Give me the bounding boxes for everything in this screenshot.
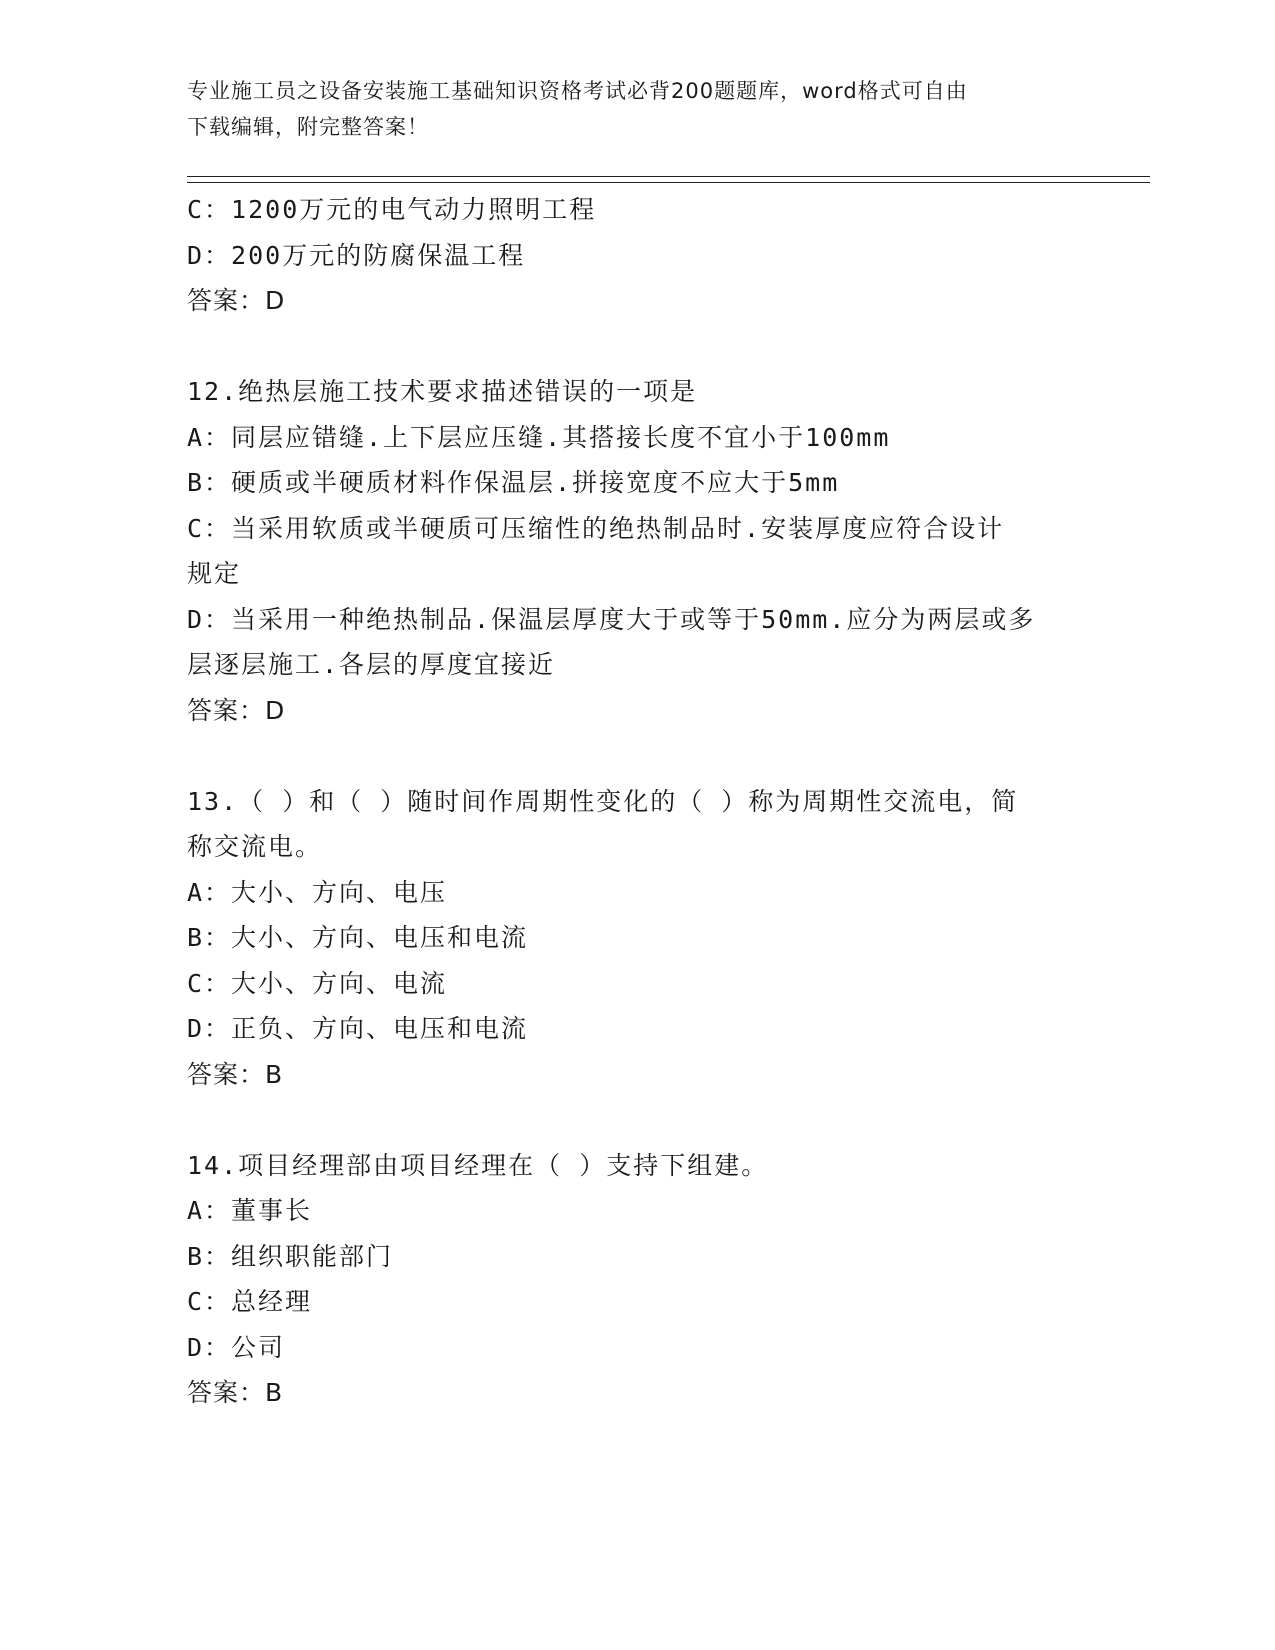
option-b: B：组织职能部门 bbox=[187, 1241, 394, 1271]
option-a: A：同层应错缝.上下层应压缝.其搭接长度不宜小于100mm bbox=[187, 422, 891, 452]
option-c: C：当采用软质或半硬质可压缩性的绝热制品时.安装厚度应符合设计 bbox=[187, 513, 1005, 543]
option-d: D：200万元的防腐保温工程 bbox=[187, 240, 526, 270]
header-line-1: 专业施工员之设备安装施工基础知识资格考试必背200题题库，word格式可自由 bbox=[187, 79, 968, 103]
answer-line: 答案：D bbox=[187, 286, 286, 315]
question-text: 14.项目经理部由项目经理在（ ）支持下组建。 bbox=[187, 1150, 769, 1180]
question-13 bbox=[187, 779, 1087, 1098]
answer-line: 答案：B bbox=[187, 1378, 284, 1407]
option-c: C：总经理 bbox=[187, 1287, 313, 1316]
option-d-continued: 层逐层施工.各层的厚度宜接近 bbox=[187, 650, 556, 679]
question-text-continued: 称交流电。 bbox=[187, 832, 323, 861]
spacer bbox=[187, 733, 1087, 779]
question-content bbox=[187, 187, 1087, 1416]
option-c: C：大小、方向、电流 bbox=[187, 968, 448, 998]
option-b: B：大小、方向、电压和电流 bbox=[187, 923, 529, 952]
spacer bbox=[187, 324, 1087, 370]
question-text: 13.（ ）和（ ）随时间作周期性变化的（ ）称为周期性交流电，简 bbox=[187, 786, 1019, 816]
document-header bbox=[187, 73, 1087, 145]
question-text: 12.绝热层施工技术要求描述错误的一项是 bbox=[187, 377, 698, 406]
option-b: B：硬质或半硬质材料作保温层.拼接宽度不应大于5mm bbox=[187, 468, 840, 497]
question-12 bbox=[187, 369, 1087, 733]
option-c: C：1200万元的电气动力照明工程 bbox=[187, 195, 597, 224]
header-divider-top bbox=[187, 176, 1150, 177]
answer-line: 答案：D bbox=[187, 695, 286, 725]
option-d: D：当采用一种绝热制品.保温层厚度大于或等于50mm.应分为两层或多 bbox=[187, 604, 1036, 634]
header-divider-bottom bbox=[187, 182, 1150, 183]
answer-line: 答案：B bbox=[187, 1059, 284, 1089]
question-14 bbox=[187, 1143, 1087, 1416]
option-a: A：董事长 bbox=[187, 1196, 313, 1225]
spacer bbox=[187, 1097, 1087, 1143]
question-11-tail bbox=[187, 187, 1087, 324]
option-c-continued: 规定 bbox=[187, 559, 242, 588]
option-d: D：公司 bbox=[187, 1332, 286, 1362]
header-line-2: 下载编辑，附完整答案！ bbox=[187, 115, 429, 139]
option-a: A：大小、方向、电压 bbox=[187, 877, 448, 907]
option-d: D：正负、方向、电压和电流 bbox=[187, 1014, 529, 1043]
